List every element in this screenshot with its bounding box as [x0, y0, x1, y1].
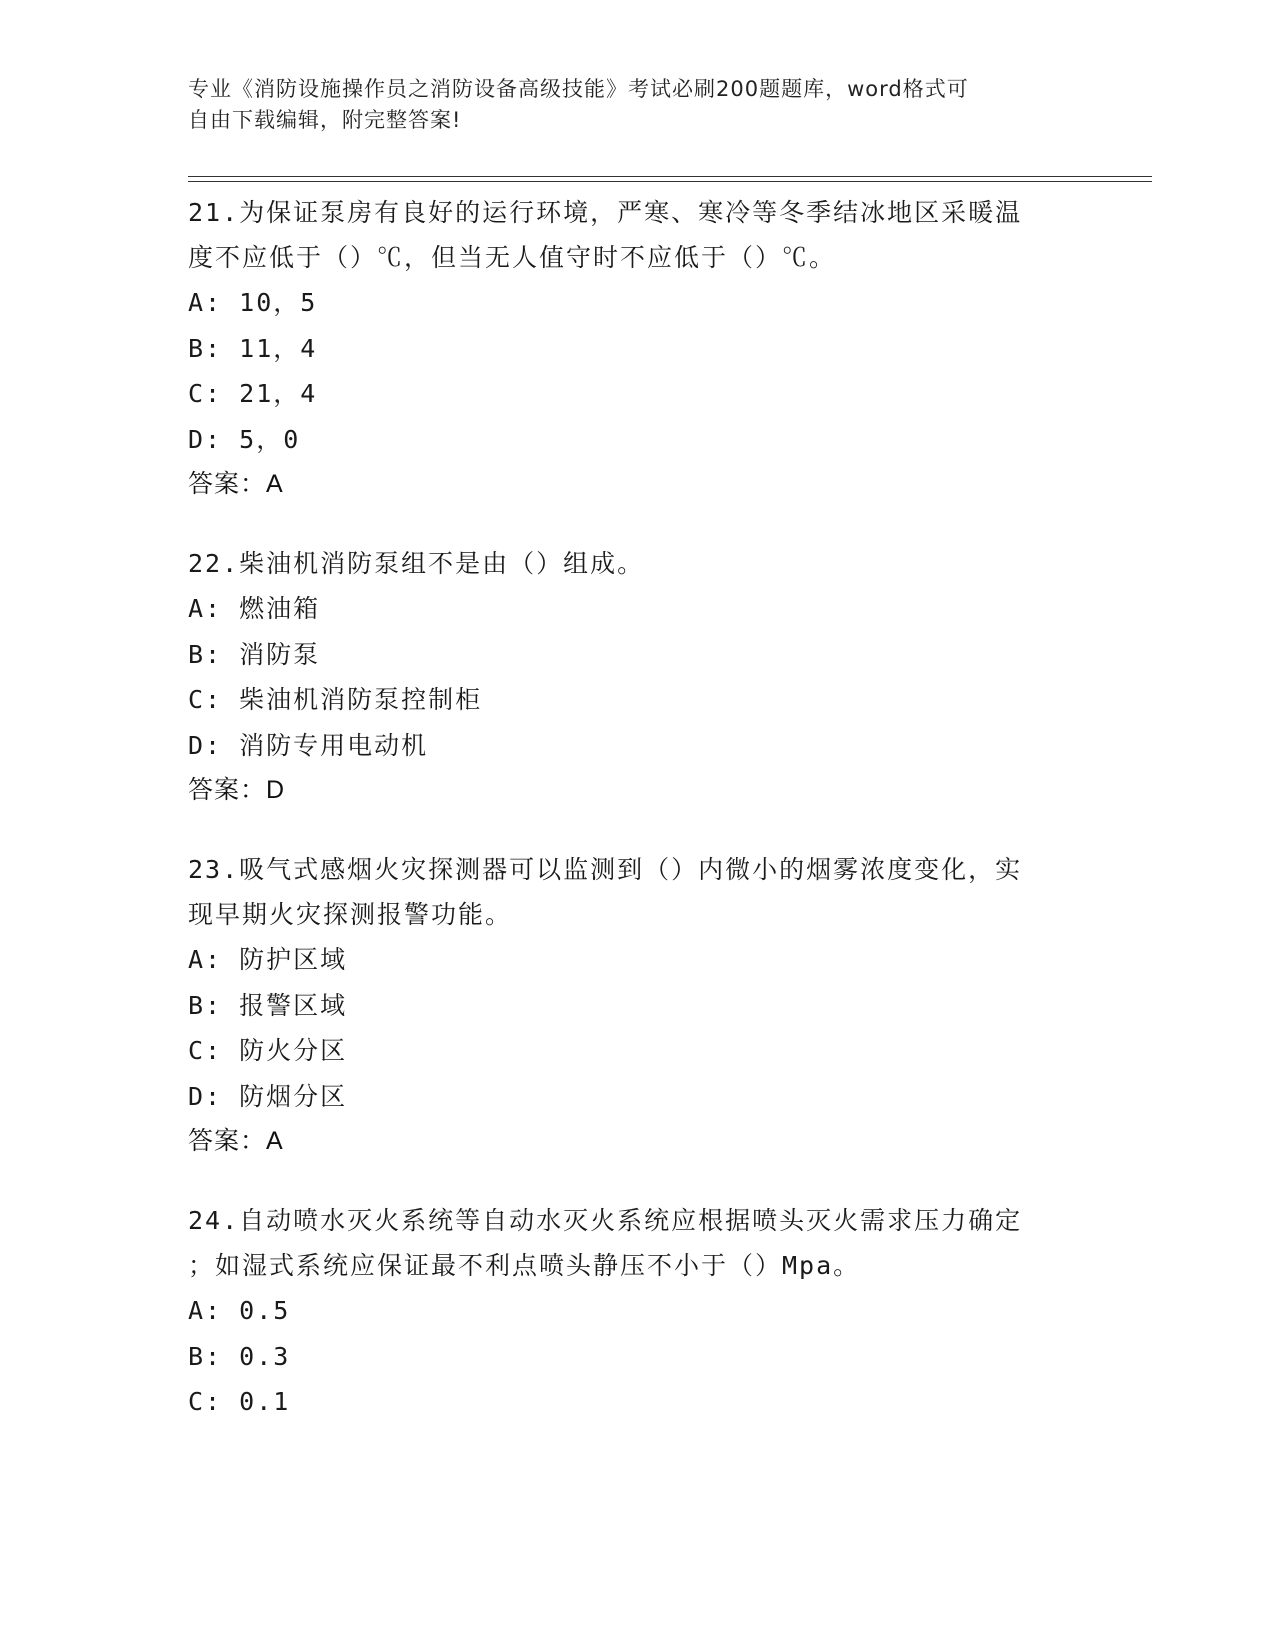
option-d: D: 5，0: [188, 424, 301, 454]
option-c: C: 柴油机消防泵控制柜: [188, 685, 483, 714]
option-d: D: 防烟分区: [188, 1081, 348, 1111]
question-item: [188, 847, 1088, 1164]
option-b: B: 0.3: [188, 1341, 291, 1371]
header-line-2: 自由下载编辑，附完整答案!: [188, 108, 462, 132]
question-list: [188, 190, 1088, 1459]
header-line-1: 专业《消防设施操作员之消防设备高级技能》考试必刷200题题库，word格式可: [188, 77, 969, 101]
question-stem-line: 23.吸气式感烟火灾探测器可以监测到（）内微小的烟雾浓度变化，实: [188, 855, 1023, 884]
question-stem-line: ；如湿式系统应保证最不利点喷头静压不小于（）Mpa。: [188, 1251, 861, 1280]
question-stem-line: 21.为保证泵房有良好的运行环境，严寒、寒冷等冬季结冰地区采暖温: [188, 198, 1023, 227]
answer-label: 答案：D: [188, 776, 286, 804]
option-b: B: 报警区域: [188, 990, 348, 1020]
header-divider-top: [188, 176, 1152, 177]
question-item: [188, 1198, 1088, 1425]
header-divider-bottom: [188, 181, 1152, 182]
option-a: A: 燃油箱: [188, 594, 321, 623]
question-stem-line: 22.柴油机消防泵组不是由（）组成。: [188, 549, 645, 578]
document-header: [188, 74, 1088, 136]
question-item: [188, 541, 1088, 813]
question-stem-line: 24.自动喷水灭火系统等自动水灭火系统应根据喷头灭火需求压力确定: [188, 1206, 1023, 1235]
option-b: B: 11，4: [188, 333, 318, 363]
option-a: A: 0.5: [188, 1296, 291, 1325]
option-b: B: 消防泵: [188, 639, 321, 669]
question-item: [188, 190, 1088, 507]
option-a: A: 防护区域: [188, 945, 348, 974]
answer-label: 答案：A: [188, 470, 284, 498]
question-stem-line: 度不应低于（）℃，但当无人值守时不应低于（）℃。: [188, 243, 837, 272]
answer-label: 答案：A: [188, 1127, 284, 1155]
option-a: A: 10，5: [188, 288, 318, 317]
option-d: D: 消防专用电动机: [188, 730, 429, 760]
question-stem-line: 现早期火灾探测报警功能。: [188, 900, 513, 929]
option-c: C: 0.1: [188, 1387, 291, 1416]
option-c: C: 防火分区: [188, 1036, 348, 1065]
option-c: C: 21，4: [188, 379, 318, 408]
